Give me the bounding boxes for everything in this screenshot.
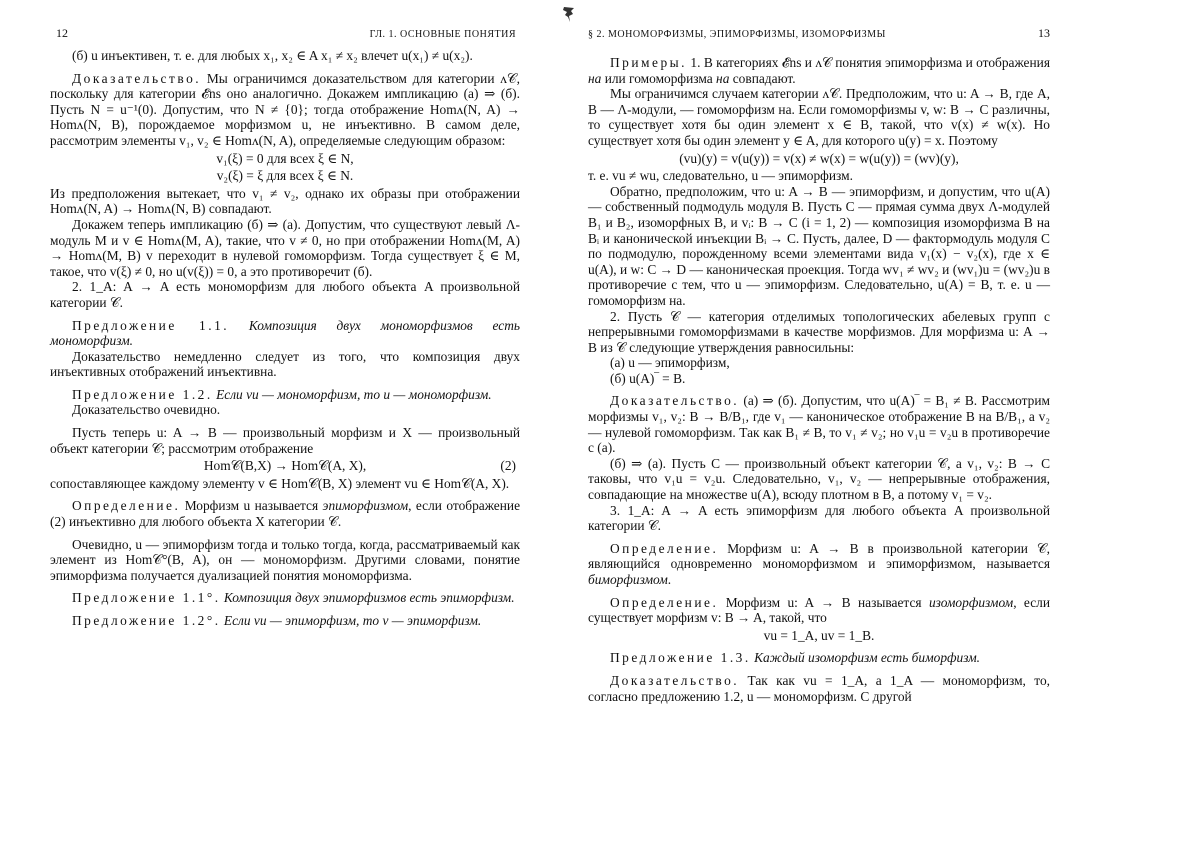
proposition	[50, 318, 520, 349]
formula: vu = 1_A, uv = 1_B.	[763, 627, 875, 643]
proposition	[50, 590, 520, 606]
proposition-text: Композиция двух мономорфизмов есть мономорфизм.	[50, 317, 520, 349]
definition	[588, 541, 1050, 588]
proposition-label: Предложение 1.2°.	[72, 613, 221, 628]
text-line: Докажем теперь импликацию (б) ⇒ (а). Допустим, что существуют левый Λ-модуль M и v ∈ Homᴧ(M, A), такие, что v ≠ 0, но при отображении Homᴧ(M, A) → Homᴧ(M, B) v переходит в нулевой гомоморфизм. Тогда существует ξ ∈ M, такое, что v(ξ) ≠ 0, но u(v(ξ)) = 0, а это противоречит (б).	[50, 216, 520, 279]
gutter-ink-mark	[562, 6, 576, 24]
proposition-text: Если vu — эпиморфизм, то v — эпиморфизм.	[220, 613, 482, 628]
proposition-label: Предложение 1.1.	[72, 317, 230, 333]
formula: (vu)(y) = v(u(y)) = v(x) ≠ w(x) = w(u(y)) = (wv)(y),	[679, 150, 959, 166]
proof	[588, 673, 1050, 704]
text-line: Очевидно, u — эпиморфизм тогда и только тогда, когда, рассматриваемый как элемент из Hom𝒞°(B, A), он — мономорфизм. Другими словами, понятие эпиморфизма получается дуализацией понятия мономорфизма.	[50, 536, 520, 583]
section-label: Доказательство.	[610, 393, 740, 409]
proposition-text: Если vu — мономорфизм, то u — мономорфизм.	[212, 386, 492, 402]
text-fragment: (а) ⇒ (б). Допустим, что u(A)‾ = B₁ ≠ B. Рассмотрим морфизмы v₁, v₂: B → B/B₁, где v₁ — каноническое отображение B на B/B₁, а v₂ — нулевой гомоморфизм. Так как B₁ ≠ B, то v₁ ≠ v₂; но v₁u = v₂u в противоречие с (а).	[588, 393, 1050, 456]
equation-number: (2)	[500, 458, 516, 474]
formula: v₂(ξ) = ξ для всех ξ ∈ N.	[216, 168, 354, 184]
text-fragment: , если существует морфизм v: B → A, такой, что	[588, 594, 1051, 626]
paragraph	[50, 71, 520, 149]
text-fragment: .	[667, 572, 672, 587]
term: изоморфизмом	[928, 594, 1014, 610]
formula-numbered	[50, 458, 520, 474]
running-head: § 2. МОНОМОРФИЗМЫ, ЭПИМОРФИЗМЫ, ИЗОМОРФИЗМЫ	[588, 29, 886, 40]
term: эпиморфизмом	[322, 498, 409, 514]
examples	[588, 55, 1050, 86]
text-line: 2. Пусть 𝒞 — категория отделимых топологических абелевых групп с непрерывными гомоморфизмами в качестве морфизмов. Для морфизма u: A → B из 𝒞 следующие утверждения равносильны:	[588, 308, 1050, 355]
proposition	[50, 387, 520, 403]
term: на	[716, 70, 730, 86]
text-line: Обратно, предположим, что u: A → B — эпиморфизм, и допустим, что u(A) — собственный подмодуль модуля B. Пусть C — прямая сумма двух Λ-модулей B₁ и B₂, изоморфных B, и vᵢ: B → C (i = 1, 2) — композиция изоморфизма B на Bᵢ и канонической инъекции Bᵢ → C. Пусть, далее, D — фактормодуль модуля C по подмодулю, порожденному всеми элементами вида v₁(x) − v₂(x), где x ∈ u(A), и w: C → D — каноническая проекция. Тогда wv₁ ≠ wv₂ и (wv₁)u = (wv₂)u в противоречие с тем, что u — эпиморфизм. Следовательно, u(A) = B, т. е. u — гомоморфизм на.	[588, 183, 1050, 308]
formula: Hom𝒞(B,X) → Hom𝒞(A, X),	[203, 458, 367, 474]
text-fragment: совпадают.	[729, 70, 796, 86]
right-page	[588, 26, 1050, 704]
page-number: 13	[1038, 26, 1050, 40]
text-line: (б) ⇒ (а). Пусть C — произвольный объект категории 𝒞, а v₁, v₂: B → C таковы, что v₁u = v₂u. Следовательно, v₁, v₂ — непрерывные отображения, совпадающие на множестве u(A), всюду плотном в B, а потому v₁ = v₂.	[588, 455, 1050, 503]
term: биморфизмом	[588, 572, 668, 587]
proposition-label: Предложение 1.1°.	[72, 590, 221, 606]
text-fragment: , если отображение (2) инъективно для любого объекта X категории 𝒞.	[50, 498, 521, 530]
text-line: Пусть теперь u: A → B — произвольный морфизм и X — произвольный объект категории 𝒞; рассмотрим отображение	[50, 425, 520, 456]
definition-label: Определение.	[610, 594, 719, 610]
text-line: (б) u инъективен, т. е. для любых x₁, x₂ ∈ A x₁ ≠ x₂ влечет u(x₁) ≠ u(x₂).	[72, 48, 473, 63]
text-line: Доказательство немедленно следует из того, что композиция двух инъективных отображений инъективна.	[50, 348, 520, 380]
definition-label: Определение.	[72, 498, 181, 514]
left-page-header	[50, 26, 520, 48]
proposition-label: Предложение 1.3.	[610, 650, 751, 666]
proposition	[588, 650, 1050, 666]
text-line: Мы ограничимся доказательством для категории ᴧ𝒞, поскольку для категории 𝓔ns оно аналогично. Докажем импликацию (а) ⇒ (б). Пусть N = u⁻¹(0). Допустим, что N ≠ {0}; тогда отображение Homᴧ(N, A) → Homᴧ(N, B), порождаемое морфизмом u, не инъективно. В самом деле, рассмотрим элементы v₁, v₂ ∈ Homᴧ(N, A), определяемые следующим образом:	[50, 70, 520, 148]
definition-label: Определение.	[610, 540, 719, 556]
proposition-text: Каждый изоморфизм есть биморфизм.	[750, 650, 981, 666]
text-line: Мы ограничимся случаем категории ᴧ𝒞. Предположим, что u: A → B, где A, B — Λ-модули, — гомоморфизм на. Если гомоморфизмы v, w: B → C различны, то существует хотя бы один элемент x ∈ B, такой, что v(x) ≠ w(x). Но существует хотя бы один элемент y ∈ A, для которого u(y) = x. Поэтому	[588, 86, 1050, 148]
formula: v₁(ξ) = 0 для всех ξ ∈ N,	[216, 150, 354, 166]
text-fragment: Морфизм u называется	[180, 498, 323, 514]
text-line: т. е. vu ≠ wu, следовательно, u — эпиморфизм.	[588, 168, 853, 184]
proof	[588, 393, 1050, 455]
text-fragment: 1. В категориях 𝓔ns и ᴧ𝒞 понятия эпиморфизма и отображения	[687, 55, 1050, 70]
running-head: ГЛ. 1. ОСНОВНЫЕ ПОНЯТИЯ	[369, 29, 516, 40]
examples-label: Примеры.	[610, 55, 687, 70]
list-item: (б) u(A)‾ = B.	[610, 370, 686, 386]
text-line: 3. 1_A: A → A есть эпиморфизм для любого объекта A произвольной категории 𝒞.	[588, 502, 1050, 534]
proposition-text: Композиция двух эпиморфизмов есть эпиморфизм.	[220, 590, 515, 606]
term: на	[588, 70, 602, 86]
text-fragment: Морфизм u: A → B в произвольной категории 𝒞, являющийся одновременно мономорфизмом и эпиморфизмом, называется	[588, 540, 1050, 572]
section-label: Доказательство.	[610, 672, 740, 688]
text-line: Доказательство очевидно.	[72, 402, 221, 418]
list-item: (а) u — эпиморфизм,	[610, 355, 730, 371]
definition	[50, 498, 520, 529]
text-fragment: Так как vu = 1_A, а 1_A — мономорфизм, то, согласно предложению 1.2, u — мономорфизм. С другой	[588, 672, 1050, 704]
left-page	[50, 26, 520, 629]
right-page-header	[588, 26, 1050, 48]
text-fragment: Морфизм u: A → B называется	[718, 594, 929, 610]
proposition-label: Предложение 1.2.	[72, 386, 213, 402]
page-number: 12	[56, 26, 68, 40]
text-line: сопоставляющее каждому элементу v ∈ Hom𝒞(B, X) элемент vu ∈ Hom𝒞(A, X).	[50, 475, 510, 491]
proposition	[50, 613, 520, 629]
text-line: 2. 1_A: A → A есть мономорфизм для любого объекта A произвольной категории 𝒞.	[50, 279, 520, 310]
text-line: Из предположения вытекает, что v₁ ≠ v₂, однако их образы при отображении Homᴧ(N, A) → Homᴧ(N, B) совпадают.	[50, 185, 520, 217]
section-label: Доказательство.	[72, 70, 202, 86]
text-fragment: или гомоморфизма	[601, 70, 717, 86]
definition	[588, 595, 1050, 626]
